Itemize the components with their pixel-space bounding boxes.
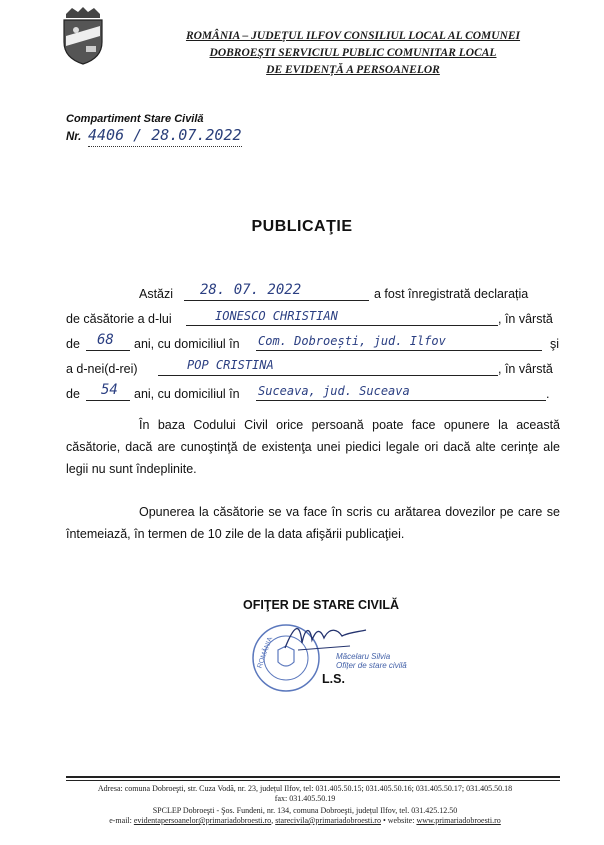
registration-number-label: Nr.	[66, 131, 82, 143]
bride-age: 54	[101, 382, 118, 398]
email-link-evidenta[interactable]: evidentapersoanelor@primariadobroesti.ro	[133, 816, 272, 825]
label-astazi: Astăzi	[139, 287, 174, 301]
website-link[interactable]: www.primariadobroesti.ro	[416, 816, 501, 825]
label-d-nei: a d-nei(d-rei)	[66, 362, 138, 376]
declaration-date: 28. 07. 2022	[200, 282, 302, 298]
footer-contacts	[50, 816, 560, 826]
label-ani-domiciliu: ani, cu domiciliul în	[134, 337, 240, 351]
footer-divider	[66, 776, 560, 778]
registration-number-underline	[88, 146, 242, 147]
groom-address: Com. Dobroești, jud. Ilfov	[258, 334, 446, 348]
footer-spclep: SPCLEP Dobroeşti - Şos. Fundeni, nr. 134, comuna Dobroeşti, județul Ilfov, tel. 031.425.12.50	[152, 806, 458, 815]
label-si: şi	[550, 337, 560, 351]
label-de-2: de	[66, 387, 80, 401]
header-line-2: DOBROEŞTI SERVICIUL PUBLIC COMUNITAR LOCAL	[209, 47, 497, 59]
department-label: Compartiment Stare Civilă	[66, 113, 204, 125]
header-line-1: ROMÂNIA – JUDEȚUL ILFOV CONSILIUL LOCAL AL COMUNEI	[185, 30, 521, 42]
opposition-procedure-paragraph: Opunerea la căsătorie se va face în scris cu arătarea dovezilor pe care se întemeiază, în termen de 10 zile de la data afişării publicaţiei.	[66, 505, 560, 541]
label-ani-domiciliu-2: ani, cu domiciliul în	[134, 387, 240, 401]
locus-sigilli: L.S.	[322, 672, 345, 686]
label-casatorie: de căsătorie a d-lui	[66, 312, 172, 326]
stamp-line-1: Măcelaru Silvia	[336, 652, 391, 661]
institution-header	[128, 28, 578, 79]
opposition-paragraph: În baza Codului Civil orice persoană poate face opunere la această căsătorie, dacă are cunoştinţă de existenţa unei piedici legale ori dacă alte cerinţe ale legii nu sunt îndeplinite.	[66, 418, 560, 476]
stamp-line-2: Ofițer de stare civilă	[336, 661, 407, 670]
footer-divider-thin	[66, 780, 560, 781]
header-line-3: DE EVIDENȚĂ A PERSOANELOR	[266, 64, 440, 76]
officer-title: OFIŢER DE STARE CIVILĂ	[243, 598, 400, 612]
label-declaratie: a fost înregistrată declarația	[374, 287, 529, 301]
bride-address: Suceava, jud. Suceava	[258, 384, 410, 398]
email-separator: ,	[271, 816, 274, 825]
label-in-varsta: , în vârstă	[498, 312, 553, 326]
officer-stamp	[336, 652, 407, 670]
seal-text: ROMÂNIA	[256, 636, 275, 670]
label-de: de	[66, 337, 80, 351]
label-dot: .	[546, 387, 550, 401]
email-label: e-mail:	[109, 816, 132, 825]
label-in-varsta-2: , în vârstă	[498, 362, 553, 376]
document-title: PUBLICAŢIE	[251, 218, 353, 235]
groom-age: 68	[97, 332, 114, 348]
groom-name: IONESCO CHRISTIAN	[215, 309, 338, 323]
email-link-starecivila[interactable]: starecivila@primariadobroesti.ro	[275, 816, 381, 825]
registration-number-value: 4406 / 28.07.2022	[88, 126, 242, 144]
bride-name: POP CRISTINA	[187, 358, 274, 372]
footer-fax: fax: 031.405.50.19	[274, 794, 336, 803]
coat-of-arms-icon	[58, 6, 108, 66]
footer-address: Adresa: comuna Dobroeşti, str. Cuza Vodă, nr. 23, județul Ilfov, tel: 031.405.50.15; 031.405.50.16; 031.405.50.17; 031.405.50.18	[97, 784, 513, 793]
website-label: • website:	[382, 816, 415, 825]
